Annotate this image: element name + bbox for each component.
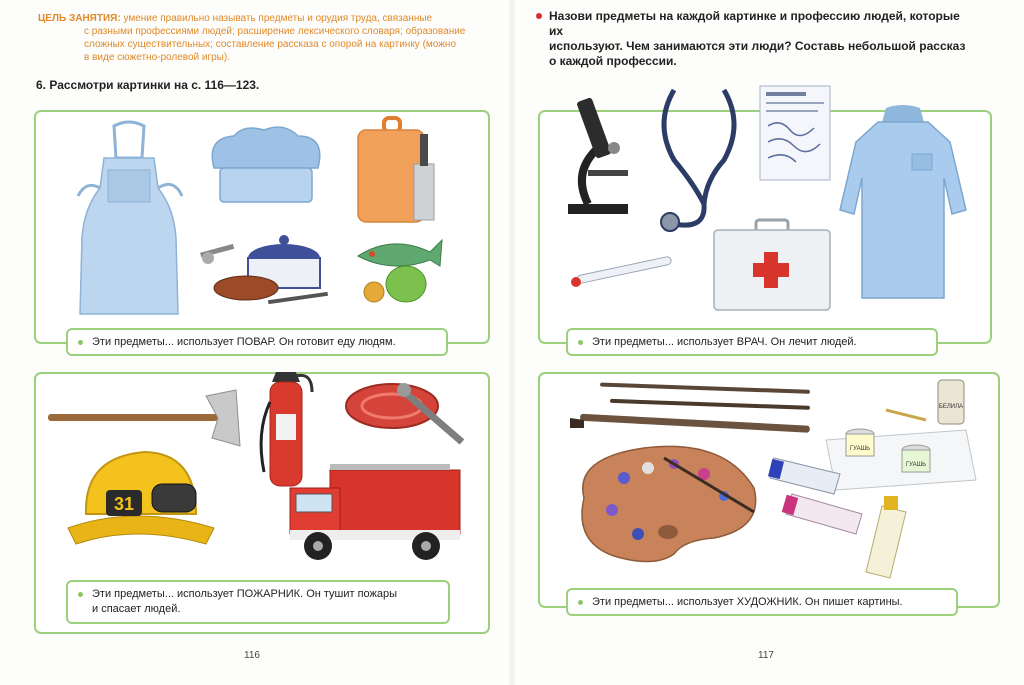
- caption-doctor: [566, 328, 938, 356]
- caption-firefighter: [66, 580, 450, 624]
- lesson-goal: [38, 12, 498, 64]
- chef-hat-icon: [206, 124, 326, 214]
- goal-heading: ЦЕЛЬ ЗАНЯТИЯ:: [38, 13, 121, 24]
- panel-artist: [538, 372, 1000, 608]
- caption-doctor-text: Эти предметы... использует ВРАЧ. Он лечит людей.: [592, 336, 857, 348]
- bottle-label: БЕЛИЛА: [938, 404, 964, 410]
- caption-cook: [66, 328, 448, 356]
- prescription-form-icon: [760, 86, 832, 182]
- bullet-icon: [78, 340, 83, 345]
- task-heading: 6. Рассмотри картинки на с. 116—123.: [36, 78, 260, 92]
- caption-artist-text: Эти предметы... использует ХУДОЖНИК. Он пишет картины.: [592, 596, 903, 608]
- first-aid-kit-icon: [712, 220, 832, 312]
- apron-icon: [74, 118, 184, 318]
- panel-cook: [34, 110, 490, 348]
- axe-icon: [46, 382, 246, 452]
- goal-line-1: умение правильно называть предметы и орудия труда, связанные: [123, 13, 433, 24]
- palette-icon: [564, 438, 764, 568]
- bullet-icon: [578, 340, 583, 345]
- panel-firefighter: [34, 372, 490, 634]
- thermometer-icon: [566, 252, 676, 292]
- goal-line-2: с разными профессиями людей; расширение лексического словаря; образование: [84, 26, 466, 37]
- panel-doctor: [538, 110, 992, 348]
- caption-firefighter-line-2: и спасает людей.: [92, 603, 181, 615]
- paint-tubes-icon: [770, 450, 920, 580]
- bullet-icon: [578, 600, 583, 605]
- paintbrushes-icon: [570, 382, 820, 442]
- fire-hose-icon: [342, 372, 472, 452]
- right-page: [512, 0, 1024, 685]
- medical-gown-icon: [838, 102, 968, 302]
- helmet-number: 31: [113, 494, 135, 514]
- instruction-line-2: используют. Чем занимаются эти люди? Составь небольшой рассказ: [549, 39, 966, 53]
- goal-line-3: сложных существительных; составление рассказа с опорой на картинку (можно: [84, 39, 457, 50]
- bullet-icon: [536, 13, 542, 19]
- stethoscope-icon: [644, 84, 754, 234]
- cookware-icon: [198, 228, 338, 308]
- instruction-line-1: Назови предметы на каждой картинке и профессию людей, которые их: [549, 9, 960, 38]
- caption-cook-text: Эти предметы... использует ПОВАР. Он готовит еду людям.: [92, 336, 396, 348]
- instruction-line-3: о каждой профессии.: [549, 54, 677, 68]
- goal-line-4: в виде сюжетно-ролевой игры).: [84, 52, 230, 63]
- jar-label-1: ГУАШЬ: [849, 446, 871, 452]
- jar-label-2: ГУАШЬ: [905, 462, 927, 468]
- caption-firefighter-line-1: Эти предметы... использует ПОЖАРНИК. Он тушит пожары: [92, 588, 398, 600]
- right-instruction: [536, 9, 976, 69]
- firefighter-helmet-icon: [66, 444, 216, 559]
- caption-artist: [566, 588, 958, 616]
- page-number-left: 116: [244, 650, 260, 661]
- microscope-icon: [558, 92, 638, 222]
- bullet-icon: [78, 592, 83, 597]
- fish-vegetables-icon: [352, 230, 442, 310]
- fire-truck-icon: [286, 460, 466, 565]
- page-number-right: 117: [758, 650, 774, 661]
- cutting-board-icon: [354, 118, 444, 228]
